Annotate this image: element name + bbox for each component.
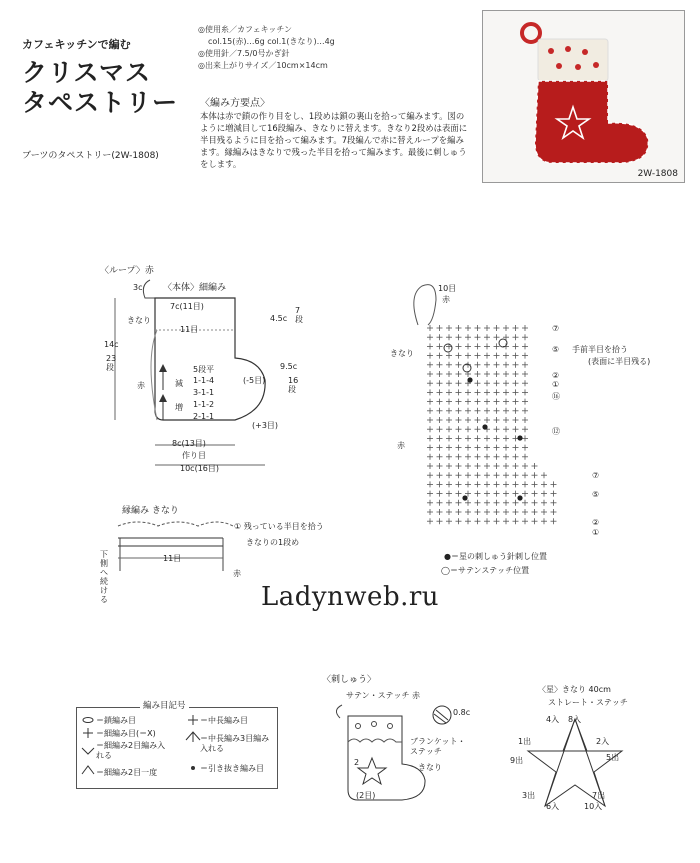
embroidery-blanket-color: きなり [418, 763, 442, 772]
page-title [22, 58, 178, 118]
stitch-chart [400, 280, 600, 545]
star-8in: 8入 [568, 715, 582, 724]
legend-half-double: ＝中長編み目 [200, 716, 248, 725]
edging-count: 11目 [163, 554, 182, 563]
star-4in: 4入 [546, 715, 560, 724]
chart-top-note: 10目 [438, 284, 457, 293]
embroidery-title: 〈刺しゅう〉 [322, 675, 377, 685]
embroidery-satin: サテン・ステッチ 赤 [346, 691, 420, 700]
loop-size: 3c [133, 283, 143, 292]
aka-label: 赤 [137, 381, 145, 390]
star-6in: 6入 [546, 802, 560, 811]
mid-height: 9.5c [280, 362, 298, 371]
rule-2: 3-1-1 [193, 388, 215, 397]
star-10in: 10入 [584, 802, 603, 811]
embroidery-two: 2 [354, 758, 360, 767]
total-width: 10c(16目) [180, 464, 219, 473]
row-mark-12: ⑫ [552, 427, 560, 436]
stocking-photo-illustration [483, 11, 684, 182]
star-7out: 7出 [592, 791, 606, 800]
top-count: 11目 [180, 325, 199, 334]
height-total: 14c [104, 340, 119, 349]
embroidery-diagram [330, 700, 475, 810]
top-rows: 7段 [295, 306, 303, 324]
edging-label: 縁編み きなり [122, 506, 179, 516]
row-mark-5b: ⑤ [592, 490, 600, 499]
half-stitch-note: 手前半目を拾う [572, 345, 628, 354]
legend-circle: ◯＝サテンステッチ位置 [441, 566, 530, 575]
subtitle: カフェキッチンで編む [22, 38, 131, 51]
row-mark-7a: ⑦ [552, 324, 560, 333]
howto-heading: 〈編み方要点〉 [200, 98, 270, 109]
dec-label: 減 [175, 379, 183, 388]
star-title: 〈星〉きなり 40cm [538, 685, 611, 694]
start-chain: 作り目 [182, 451, 206, 460]
dec-count: (-5目) [243, 376, 266, 385]
edging-note-1: ① 残っている半目を拾う [234, 522, 324, 531]
embroidery-blanket: ブランケット・ステッチ [410, 737, 466, 756]
edging-side: 下側へ続ける [100, 550, 108, 604]
star-diagram [520, 714, 630, 814]
legend-chain: ＝鎖編み目 [96, 716, 136, 725]
half-stitch-note-2: (表面に半目残る) [588, 357, 651, 366]
loop-label: 〈ループ〉赤 [100, 266, 154, 276]
row-mark-1b: ① [592, 528, 600, 537]
materials [198, 24, 335, 72]
materials-size: ◎出来上がりサイズ／10cm×14cm [198, 61, 328, 70]
kinari-label: きなり [127, 316, 151, 325]
star-3out: 3出 [522, 791, 536, 800]
bottom-width: 8c(13目) [172, 439, 206, 448]
title-line-1: クリスマス [22, 58, 152, 87]
rule-1: 1-1-4 [193, 376, 215, 385]
rule-3: 1-1-2 [193, 400, 215, 409]
embroidery-two-b: (2目) [356, 791, 376, 800]
star-9out: 9出 [510, 756, 524, 765]
top-height: 4.5c [270, 314, 288, 323]
stitch-legend-title: 編み目記号 [140, 699, 189, 711]
legend-half-double-3: ＝中長編み3目編み入れる [200, 734, 270, 753]
mid-rows: 16段 [288, 376, 299, 394]
row-mark-2a: ② [552, 371, 560, 380]
row-mark-7b: ⑦ [592, 471, 600, 480]
product-photo [482, 10, 685, 183]
chart-aka: 赤 [397, 441, 405, 450]
legend-slip: ＝引き抜き編み目 [200, 764, 264, 773]
photo-caption: 2W-1808 [637, 169, 678, 179]
star-5out: 5出 [606, 753, 620, 762]
howto-body: 本体は赤で鎖の作り目をし、1段めは鎖の裏山を拾って編みます。図のように増減目して16段編み、きなりに替えます。きなり2段めは表面に半目残るように目を拾って編みます。7段編んで赤に替えループを編みます。縁編みはきなりで残った半目を拾って編みます。最後に刺しゅうをします。 [200, 111, 468, 169]
rule-head: 5段平 [193, 365, 215, 374]
edging-note-2: きなりの1段め [246, 538, 300, 547]
title-caption: ブーツのタペストリー(2W-1808) [22, 151, 159, 161]
legend-inc: ＝細編み2目編み入れる [96, 741, 166, 760]
legend-dot: ●＝星の刺しゅう針刺し位置 [444, 552, 547, 561]
chart-kinari: きなり [390, 349, 414, 358]
top-width: 7c(11目) [170, 302, 204, 311]
materials-yarn: ◎使用糸／カフェキッチン [198, 25, 293, 34]
edging-aka: 赤 [233, 569, 241, 578]
inc-label: 増 [175, 403, 183, 412]
inc-count: (+3目) [252, 421, 279, 430]
title-line-2: タペストリー [22, 88, 179, 117]
star-2in: 2入 [596, 737, 610, 746]
rows-total: 23段 [106, 354, 117, 372]
body-label: 〈本体〉細編み [163, 283, 227, 293]
materials-hook: ◎使用針／7.5/0号かぎ針 [198, 49, 290, 58]
chart-top-note-2: 赤 [442, 295, 450, 304]
rule-4: 2-1-1 [193, 412, 215, 421]
legend-symbols [80, 712, 275, 787]
row-mark-1a: ① [552, 380, 560, 389]
edging-diagram [98, 516, 248, 576]
row-mark-16: ⑯ [552, 392, 560, 401]
legend-dec: ＝細編み2目一度 [96, 768, 158, 777]
row-mark-5a: ⑤ [552, 345, 560, 354]
watermark: Ladynweb.ru [260, 582, 440, 612]
embroidery-size: 0.8c [453, 708, 471, 717]
materials-colors: col.15(赤)…6g col.1(きなり)…4g [208, 37, 335, 46]
row-mark-2b: ② [592, 518, 600, 527]
star-1out: 1出 [518, 737, 532, 746]
legend-single: ＝細編み目(＝X) [96, 729, 156, 738]
star-subtitle: ストレート・ステッチ [548, 698, 628, 707]
